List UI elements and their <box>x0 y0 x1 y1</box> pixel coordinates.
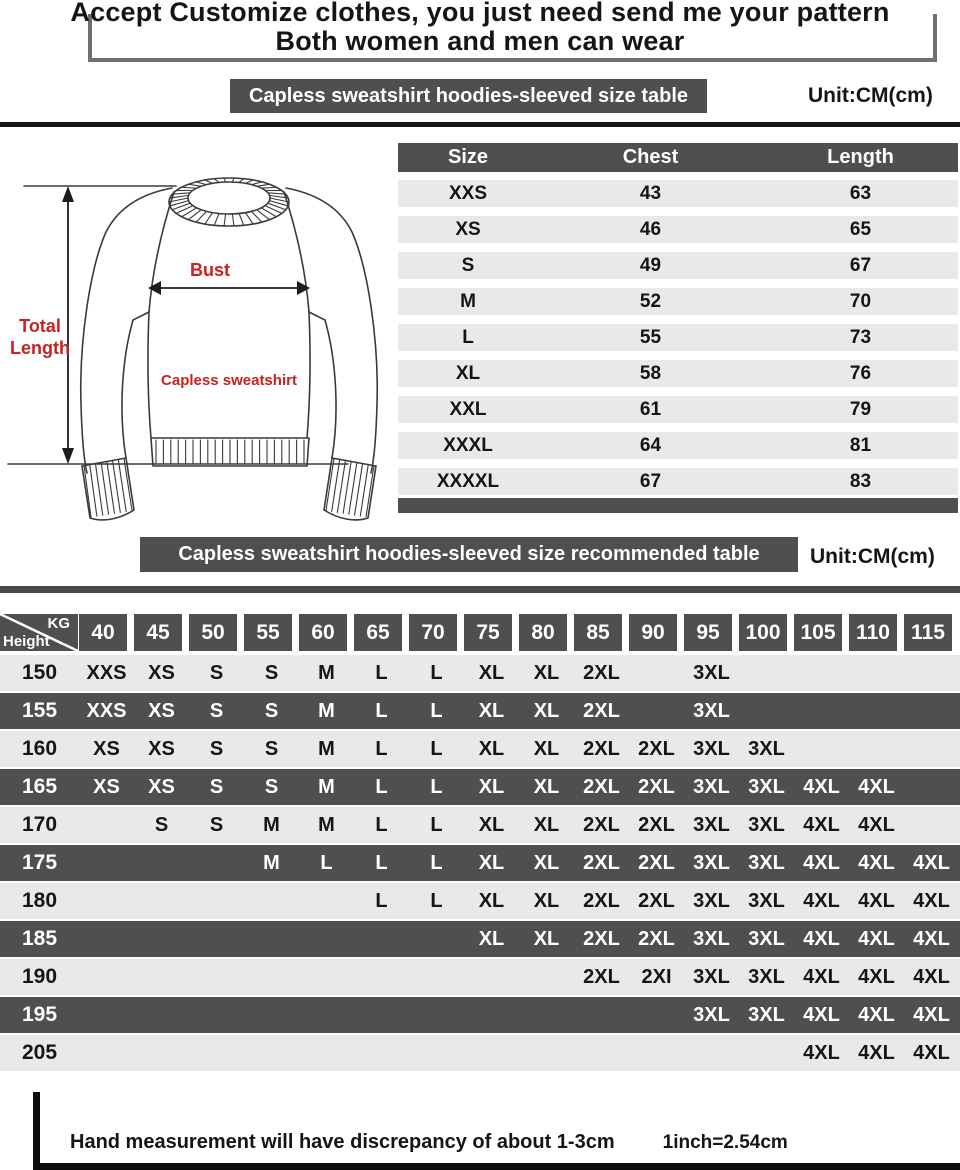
size-cell: 4XL <box>913 890 950 912</box>
size-cell <box>299 959 354 995</box>
section-divider-middle <box>0 586 960 593</box>
weight-header-cell: 110 <box>849 614 897 651</box>
height-cell: 155 <box>21 699 58 722</box>
table-row <box>398 396 958 423</box>
size-cell: 4XL <box>913 1004 950 1026</box>
size-cell: L <box>430 852 443 874</box>
size-cell: 3XL <box>748 890 785 912</box>
size-cell: XL <box>533 852 560 874</box>
size-cell <box>904 769 959 805</box>
matrix-row <box>0 959 960 995</box>
arrowhead-up <box>62 186 74 202</box>
height-cell: 205 <box>21 1041 58 1064</box>
weight-header-cell: 60 <box>299 614 347 651</box>
matrix-row <box>0 769 960 805</box>
conversion-note: 1inch=2.54cm <box>662 1132 788 1153</box>
kg-label: KG <box>47 615 70 632</box>
size-cell: S <box>209 776 224 798</box>
size-cell <box>464 1035 519 1071</box>
size-cell <box>79 845 134 881</box>
size-table-cell: XL <box>455 363 481 384</box>
size-cell: L <box>375 662 388 684</box>
size-cell <box>849 731 904 767</box>
size-cell: 3XL <box>693 814 730 836</box>
size-cell <box>904 807 959 843</box>
size-cell: 2XL <box>638 814 675 836</box>
size-table-cell: XXS <box>448 183 488 204</box>
size-cell: 2XL <box>583 966 620 988</box>
size-cell <box>189 997 244 1033</box>
weight-header-cell: 70 <box>409 614 457 651</box>
size-cell: 3XL <box>748 738 785 760</box>
size-cell <box>299 997 354 1033</box>
collar-outer <box>169 178 289 226</box>
size-table-cell: 70 <box>849 291 872 312</box>
size-table-cell: 63 <box>849 183 872 204</box>
height-cell: 185 <box>21 927 58 950</box>
size-cell: XL <box>478 738 505 760</box>
weight-header-cell: 65 <box>354 614 402 651</box>
size-table-cell: 65 <box>849 219 872 240</box>
table-row <box>398 252 958 279</box>
size-cell: S <box>154 814 169 836</box>
size-cell: 3XL <box>693 966 730 988</box>
weight-header-cell: 50 <box>189 614 237 651</box>
size-table-cell: S <box>461 255 475 276</box>
size-cell <box>354 921 409 957</box>
size-cell: 2XL <box>638 890 675 912</box>
size-cell: 4XL <box>803 1042 840 1064</box>
size-cell: XL <box>533 890 560 912</box>
size-cell <box>409 1035 464 1071</box>
size-cell: XL <box>478 890 505 912</box>
size-cell: M <box>263 852 280 874</box>
size-cell: 3XL <box>748 776 785 798</box>
height-cell: 190 <box>21 965 58 988</box>
size-cell: 3XL <box>693 776 730 798</box>
height-cell: 195 <box>21 1003 58 1026</box>
size-cell <box>354 997 409 1033</box>
size-table-cell: 49 <box>639 255 662 276</box>
size-cell: 4XL <box>913 1042 950 1064</box>
size-cell: 2XL <box>583 852 620 874</box>
size-table-cell: 43 <box>639 183 662 204</box>
size-table-cell: 83 <box>849 471 872 492</box>
size-cell <box>409 959 464 995</box>
size-table-cell: XXXL <box>443 435 493 456</box>
size-cell: L <box>430 700 443 722</box>
bust-label: Bust <box>190 260 230 280</box>
recommend-table-header <box>0 614 960 651</box>
measurement-note: Hand measurement will have discrepancy of about 1-3cm <box>70 1131 615 1153</box>
size-cell: 2XL <box>583 890 620 912</box>
table-row <box>398 324 958 351</box>
left-sleeve-outline <box>81 188 172 473</box>
size-cell: L <box>375 776 388 798</box>
size-table-cell: 55 <box>639 327 662 348</box>
size-cell: 4XL <box>803 928 840 950</box>
size-table-cell: 61 <box>639 399 662 420</box>
size-cell <box>904 655 959 691</box>
size-cell <box>849 693 904 729</box>
matrix-row <box>0 693 960 729</box>
size-cell: S <box>264 662 279 684</box>
size-cell <box>244 1035 299 1071</box>
sweatshirt-diagram <box>0 140 398 532</box>
table-row <box>398 216 958 243</box>
size-cell: 3XL <box>748 852 785 874</box>
size-cell: 2XL <box>638 928 675 950</box>
header-cell-size: Size <box>447 146 489 168</box>
weight-header-cell: 90 <box>629 614 677 651</box>
size-cell: 2XI <box>641 966 672 988</box>
size-cell: 4XL <box>858 966 895 988</box>
right-sleeve-outline <box>286 188 377 473</box>
size-cell: 3XL <box>748 928 785 950</box>
size-cell: XL <box>478 776 505 798</box>
size-table-cell: 81 <box>849 435 872 456</box>
header-cell-length: Length <box>827 146 894 168</box>
height-label: Height <box>3 633 50 650</box>
height-cell: 165 <box>21 775 58 798</box>
size-cell: 3XL <box>693 662 730 684</box>
size-cell <box>574 997 629 1033</box>
size-table-cell: 67 <box>639 471 662 492</box>
total-length-label-2: Length <box>10 338 70 358</box>
section-divider-top <box>0 122 960 127</box>
size-cell: 2XL <box>583 700 620 722</box>
weight-header-cell: 115 <box>904 614 952 651</box>
size-cell: 4XL <box>858 814 895 836</box>
garment-label: Capless sweatshirt <box>161 372 297 389</box>
size-cell <box>684 1035 739 1071</box>
arrowhead-right <box>297 281 310 295</box>
size-cell: 4XL <box>858 1042 895 1064</box>
size-cell: 4XL <box>803 814 840 836</box>
body-outline <box>148 312 151 438</box>
size-cell <box>189 921 244 957</box>
size-cell: M <box>318 814 335 836</box>
size-cell <box>134 845 189 881</box>
size-cell: L <box>430 738 443 760</box>
height-cell: 150 <box>21 661 58 684</box>
size-cell <box>739 693 794 729</box>
size-cell <box>244 921 299 957</box>
size-cell: S <box>264 700 279 722</box>
size-cell: 2XL <box>583 662 620 684</box>
size-cell: XL <box>533 814 560 836</box>
matrix-row <box>0 883 960 919</box>
size-cell: L <box>375 738 388 760</box>
size-cell: XS <box>93 776 120 798</box>
total-length-label-1: Total <box>19 316 61 336</box>
size-cell <box>409 921 464 957</box>
size-table-badge: Capless sweatshirt hoodies-sleeved size table <box>230 79 707 113</box>
size-cell <box>354 1035 409 1071</box>
matrix-row <box>0 807 960 843</box>
corner-cell <box>0 614 78 651</box>
size-cell <box>519 997 574 1033</box>
size-cell <box>574 1035 629 1071</box>
size-table-cell: L <box>462 327 474 348</box>
height-cell: 170 <box>21 813 58 836</box>
size-cell: 4XL <box>913 966 950 988</box>
table-row <box>398 360 958 387</box>
header-cell-chest: Chest <box>622 146 679 168</box>
size-table-cell: 52 <box>639 291 662 312</box>
size-cell <box>244 997 299 1033</box>
recommend-table-badge: Capless sweatshirt hoodies-sleeved size recommended table <box>140 537 798 572</box>
size-cell <box>134 959 189 995</box>
size-cell: 4XL <box>858 852 895 874</box>
size-table <box>398 143 958 513</box>
weight-header-cell: 40 <box>79 614 127 651</box>
size-table-footer-bar <box>398 498 958 513</box>
size-cell: 3XL <box>748 1004 785 1026</box>
size-cell: 4XL <box>803 1004 840 1026</box>
weight-header-cell: 95 <box>684 614 732 651</box>
size-cell: 3XL <box>693 890 730 912</box>
size-cell: 3XL <box>693 738 730 760</box>
matrix-row <box>0 921 960 957</box>
size-cell: L <box>375 700 388 722</box>
table-row <box>398 432 958 459</box>
size-cell <box>794 655 849 691</box>
size-table-header <box>398 143 958 172</box>
size-cell: 3XL <box>693 928 730 950</box>
size-cell: XL <box>478 928 505 950</box>
size-cell: 4XL <box>803 776 840 798</box>
size-cell: 3XL <box>748 966 785 988</box>
matrix-row <box>0 1035 960 1071</box>
size-cell <box>904 693 959 729</box>
collar-inner <box>188 182 270 214</box>
weight-header-cell: 85 <box>574 614 622 651</box>
weight-header-cell: 80 <box>519 614 567 651</box>
size-cell: L <box>375 852 388 874</box>
size-cell <box>739 655 794 691</box>
size-cell <box>849 655 904 691</box>
size-cell <box>134 1035 189 1071</box>
size-cell: 4XL <box>803 852 840 874</box>
height-cell: 175 <box>21 851 58 874</box>
size-cell <box>189 845 244 881</box>
size-cell: 2XL <box>583 776 620 798</box>
size-cell: XL <box>478 700 505 722</box>
matrix-row <box>0 655 960 691</box>
size-cell <box>739 1035 794 1071</box>
weight-header-cell: 75 <box>464 614 512 651</box>
size-cell: XL <box>533 776 560 798</box>
size-cell: XL <box>478 814 505 836</box>
size-table-cell: 64 <box>639 435 662 456</box>
arrowhead-left <box>148 281 161 295</box>
size-cell <box>134 997 189 1033</box>
size-cell: 4XL <box>803 966 840 988</box>
size-cell <box>79 921 134 957</box>
size-cell: XS <box>148 776 175 798</box>
table-row <box>398 468 958 495</box>
size-table-cell: 58 <box>639 363 662 384</box>
size-cell: 2XL <box>583 814 620 836</box>
size-table-cell: 79 <box>849 399 872 420</box>
page-title-line-1: Accept Customize clothes, you just need send me your pattern <box>70 0 890 27</box>
page-title-line-2: Both women and men can wear <box>275 26 685 56</box>
size-cell: L <box>375 890 388 912</box>
size-cell: 4XL <box>803 890 840 912</box>
size-cell: S <box>209 814 224 836</box>
size-cell: 2XL <box>638 738 675 760</box>
height-cell: 160 <box>21 737 58 760</box>
size-cell: XS <box>93 738 120 760</box>
size-cell <box>79 1035 134 1071</box>
size-cell: XL <box>478 852 505 874</box>
size-cell <box>244 959 299 995</box>
size-cell <box>519 1035 574 1071</box>
size-cell: 2XL <box>638 852 675 874</box>
size-table-cell: 46 <box>639 219 662 240</box>
size-table-cell: XXL <box>449 399 487 420</box>
size-cell: XL <box>533 700 560 722</box>
size-cell <box>794 693 849 729</box>
size-cell: L <box>430 814 443 836</box>
size-cell <box>794 731 849 767</box>
size-cell <box>354 959 409 995</box>
table-row <box>398 288 958 315</box>
size-cell <box>189 959 244 995</box>
size-table-cell: XS <box>455 219 481 240</box>
size-cell: L <box>430 776 443 798</box>
size-cell <box>134 883 189 919</box>
size-cell: 2XL <box>638 776 675 798</box>
size-cell <box>244 883 299 919</box>
size-cell <box>79 959 134 995</box>
size-table-cell: M <box>460 291 476 312</box>
size-cell <box>189 883 244 919</box>
size-cell <box>79 997 134 1033</box>
size-cell: L <box>430 662 443 684</box>
size-cell <box>629 655 684 691</box>
size-cell: XL <box>533 928 560 950</box>
size-cell <box>629 1035 684 1071</box>
size-cell <box>409 997 464 1033</box>
size-cell: L <box>430 890 443 912</box>
size-cell: M <box>263 814 280 836</box>
size-cell: XXS <box>86 662 127 684</box>
recommend-table <box>0 614 960 1073</box>
size-cell <box>79 807 134 843</box>
size-cell: 3XL <box>748 814 785 836</box>
weight-header-cell: 45 <box>134 614 182 651</box>
size-cell: XL <box>533 662 560 684</box>
size-cell <box>299 1035 354 1071</box>
size-cell: XS <box>148 738 175 760</box>
size-cell: L <box>375 814 388 836</box>
size-cell: 4XL <box>858 928 895 950</box>
size-cell: 2XL <box>583 928 620 950</box>
unit-label-size-table: Unit:CM(cm) <box>808 84 933 107</box>
size-cell: S <box>209 662 224 684</box>
size-cell: M <box>318 776 335 798</box>
size-cell: S <box>264 738 279 760</box>
size-cell: S <box>209 738 224 760</box>
size-cell: XS <box>148 700 175 722</box>
size-table-cell: 67 <box>849 255 872 276</box>
size-cell: L <box>320 852 333 874</box>
size-table-cell: XXXXL <box>436 471 500 492</box>
size-cell: S <box>209 700 224 722</box>
unit-label-recommend-table: Unit:CM(cm) <box>810 545 935 568</box>
size-cell: 2XL <box>583 738 620 760</box>
size-cell: M <box>318 662 335 684</box>
matrix-row <box>0 997 960 1033</box>
matrix-row <box>0 731 960 767</box>
size-cell <box>904 731 959 767</box>
size-cell <box>519 959 574 995</box>
note-frame <box>33 1092 960 1170</box>
size-cell: XL <box>533 738 560 760</box>
size-cell <box>464 997 519 1033</box>
size-cell: XL <box>478 662 505 684</box>
height-cell: 180 <box>21 889 58 912</box>
size-cell <box>79 883 134 919</box>
size-cell <box>299 921 354 957</box>
size-cell: M <box>318 738 335 760</box>
size-cell <box>189 1035 244 1071</box>
size-cell <box>629 693 684 729</box>
size-cell: 4XL <box>858 776 895 798</box>
size-cell <box>134 921 189 957</box>
arrowhead-down <box>62 448 74 464</box>
size-cell <box>299 883 354 919</box>
size-cell: XS <box>148 662 175 684</box>
size-table-cell: 76 <box>849 363 872 384</box>
size-cell: S <box>264 776 279 798</box>
size-cell: 4XL <box>913 852 950 874</box>
size-table-cell: 73 <box>849 327 872 348</box>
matrix-row <box>0 845 960 881</box>
size-cell: 4XL <box>913 928 950 950</box>
size-cell <box>629 997 684 1033</box>
size-cell: 3XL <box>693 852 730 874</box>
size-cell: XXS <box>86 700 127 722</box>
weight-header-cell: 105 <box>794 614 842 651</box>
size-cell: M <box>318 700 335 722</box>
size-cell: 4XL <box>858 1004 895 1026</box>
size-cell: 4XL <box>858 890 895 912</box>
size-cell <box>464 959 519 995</box>
table-row <box>398 180 958 207</box>
size-cell: 3XL <box>693 700 730 722</box>
size-cell: 3XL <box>693 1004 730 1026</box>
weight-header-cell: 55 <box>244 614 292 651</box>
weight-header-cell: 100 <box>739 614 787 651</box>
